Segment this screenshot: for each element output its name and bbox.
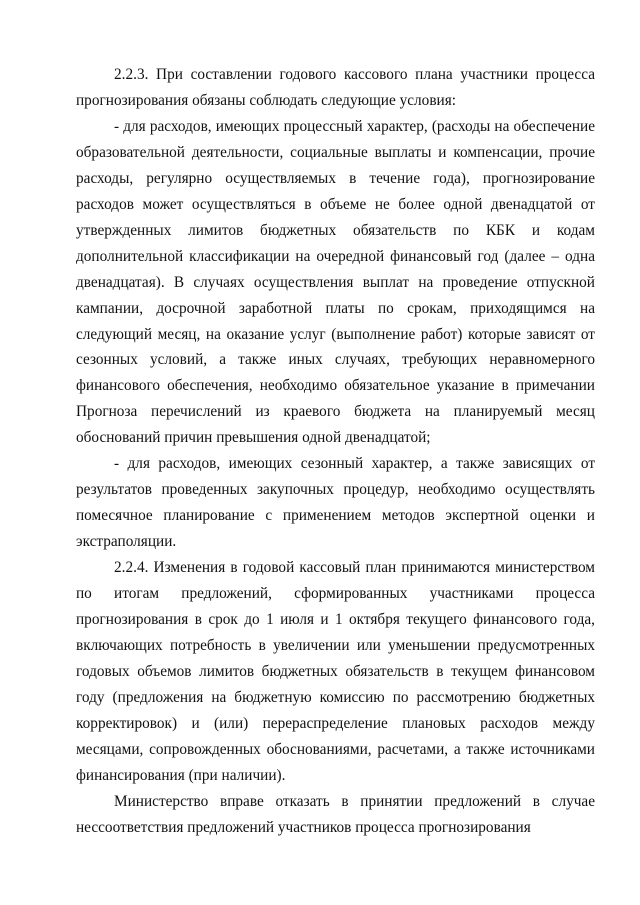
paragraph-2-2-3: 2.2.3. При составлении годового кассового плана участники процесса прогнозирования обязаны соблюдать следующие условия: <box>76 66 595 109</box>
paragraph-2-2-4: 2.2.4. Изменения в годовой кассовый план принимаются министерством по итогам предложений, сформированных участниками процесса прогнозирования в срок до 1 июля и 1 октября текущего финансового года, включающих потребность в увеличении или уменьшении предусмотренных годовых объемов лимитов бюджетных обязательств в текущем финансовом году (предложения на бюджетную комиссию по рассмотрению бюджетных корректировок) и (или) перераспределение плановых расходов между месяцами, сопровожденных обоснованиями, расчетами, а также источниками финансирования (при наличии). <box>76 559 595 784</box>
paragraph-ministry-refusal: Министерство вправе отказать в принятии предложений в случае нессоответствия предложений участников процесса прогнозирования <box>76 792 595 836</box>
document-body <box>76 62 595 841</box>
paragraph-process-expenses: - для расходов, имеющих процессный характер, (расходы на обеспечение образовательной деятельности, социальные выплаты и компенсации, прочие расходы, регулярно осуществляемых в течение года), прогнозирование расходов может осуществляться в объеме не более одной двенадцатой от утвержденных лимитов бюджетных обязательств по КБК и кодам дополнительной классификации на очередной финансовый год (далее – одна двенадцатая). В случаях осуществления выплат на проведение отпускной кампании, досрочной заработной платы по срокам, приходящимся на следующий месяц, на оказание услуг (выполнение работ) которые зависят от сезонных условий, а также иных случаях, требующих неравномерного финансового обеспечения, необходимо обязательное указание в примечании Прогноза перечислений из краевого бюджета на планируемый месяц обоснований причин превышения одной двенадцатой; <box>76 117 595 447</box>
paragraph-seasonal-expenses: - для расходов, имеющих сезонный характер, а также зависящих от результатов проведенных закупочных процедур, необходимо осуществлять помесячное планирование с применением методов экспертной оценки и экстраполяции. <box>76 455 595 551</box>
